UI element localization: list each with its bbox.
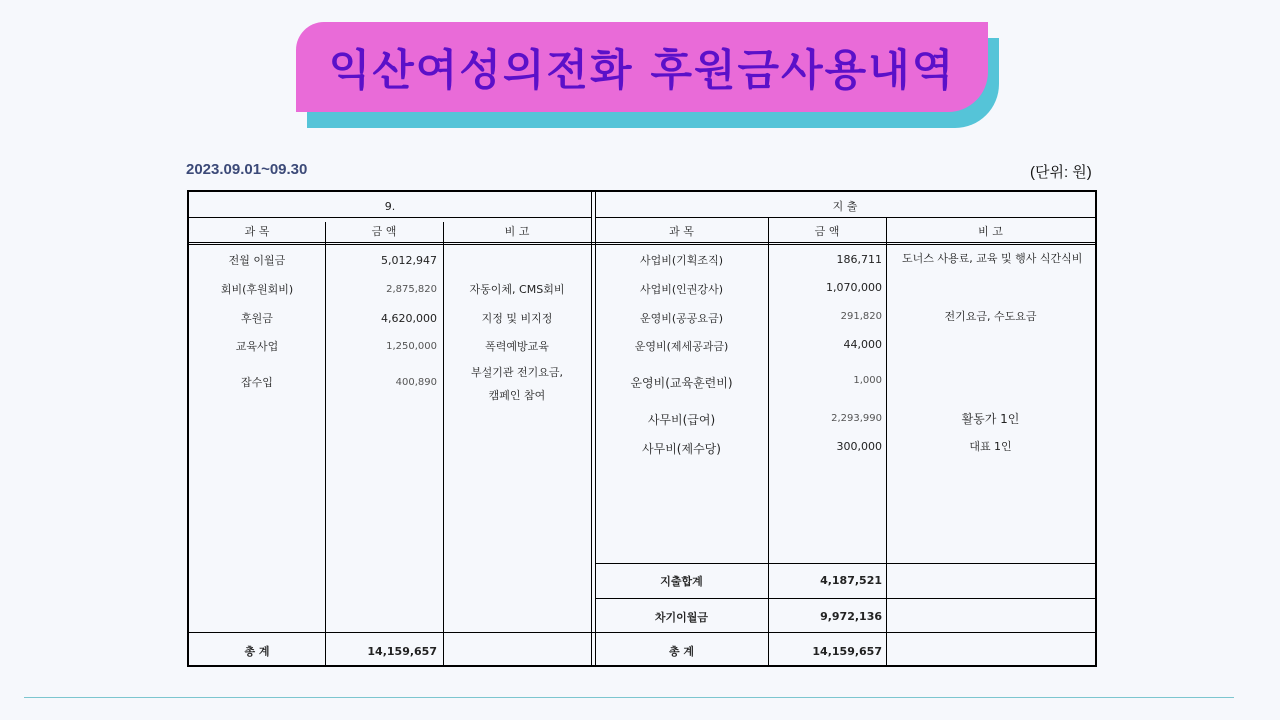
expense-header: 지 출 (832, 200, 858, 213)
carryover-label: 차기이월금 (654, 611, 709, 624)
income-amount: 2,875,820 (386, 284, 437, 295)
expense-item: 사업비(기획조직) (640, 254, 723, 267)
divider (591, 192, 592, 665)
divider (189, 217, 591, 218)
income-note: 자동이체, CMS회비 (469, 283, 565, 296)
income-total-label: 총 계 (244, 645, 270, 658)
expense-amount: 291,820 (840, 311, 882, 322)
divider (189, 632, 1095, 633)
income-item: 잡수입 (241, 376, 273, 389)
expense-amount: 186,711 (836, 253, 882, 266)
unit-label: (단위: 원) (1030, 164, 1092, 181)
expense-note: 전기요금, 수도요금 (944, 310, 1037, 323)
expense-item: 운영비(공공요금) (640, 312, 723, 325)
expense-subtotal-label: 지출합계 (660, 575, 703, 588)
income-note: 폭력예방교육 (485, 340, 549, 353)
expense-total-label: 총 계 (668, 645, 695, 658)
page-title: 익산여성의전화 후원금사용내역 (328, 45, 956, 96)
income-item: 전월 이월금 (228, 254, 286, 267)
divider (189, 244, 1095, 245)
income-note: 지정 및 비지정 (481, 312, 553, 325)
expense-col-item: 과 목 (669, 225, 694, 238)
expense-amount: 1,000 (853, 375, 882, 386)
divider (189, 242, 1095, 243)
income-item: 후원금 (241, 312, 273, 325)
expense-amount: 44,000 (843, 338, 882, 351)
expense-item: 사무비(급여) (647, 413, 716, 427)
expense-note: 도너스 사용료, 교육 및 행사 식간식비 (902, 252, 1083, 265)
title-banner (296, 22, 988, 112)
income-col-item: 과 목 (244, 225, 270, 238)
carryover-amount: 9,972,136 (820, 610, 882, 623)
divider (595, 563, 1095, 564)
expense-col-note: 비 고 (978, 225, 1003, 238)
expense-col-amount: 금 액 (814, 225, 840, 238)
expense-amount: 1,070,000 (826, 281, 882, 294)
income-item: 회비(후원회비) (220, 283, 294, 296)
ledger-table (187, 190, 1097, 667)
expense-note: 대표 1인 (969, 440, 1012, 453)
expense-item: 운영비(교육훈련비) (630, 376, 733, 390)
expense-amount: 2,293,990 (831, 413, 882, 424)
income-note: 부설기관 전기요금, (470, 366, 563, 379)
expense-item: 운영비(제세공과금) (634, 340, 729, 353)
income-amount: 5,012,947 (381, 254, 437, 267)
expense-total-amount: 14,159,657 (812, 645, 882, 658)
expense-amount: 300,000 (836, 440, 882, 453)
income-col-amount: 금 액 (371, 225, 397, 238)
divider (595, 598, 1095, 599)
divider (595, 217, 1095, 218)
income-total-amount: 14,159,657 (367, 645, 437, 658)
income-amount: 1,250,000 (386, 341, 437, 352)
expense-note: 활동가 1인 (961, 412, 1020, 426)
expense-item: 사무비(제수당) (642, 442, 721, 456)
footer-rule (24, 697, 1234, 698)
expense-item: 사업비(인권강사) (640, 283, 723, 296)
period-label: 2023.09.01~09.30 (186, 161, 308, 178)
income-item: 교육사업 (235, 340, 279, 353)
income-header: 9. (384, 200, 396, 213)
income-note: 캠페인 참여 (488, 389, 546, 402)
income-amount: 400,890 (395, 377, 437, 388)
income-col-note: 비 고 (504, 225, 530, 238)
expense-subtotal-amount: 4,187,521 (820, 574, 882, 587)
income-amount: 4,620,000 (381, 312, 437, 325)
